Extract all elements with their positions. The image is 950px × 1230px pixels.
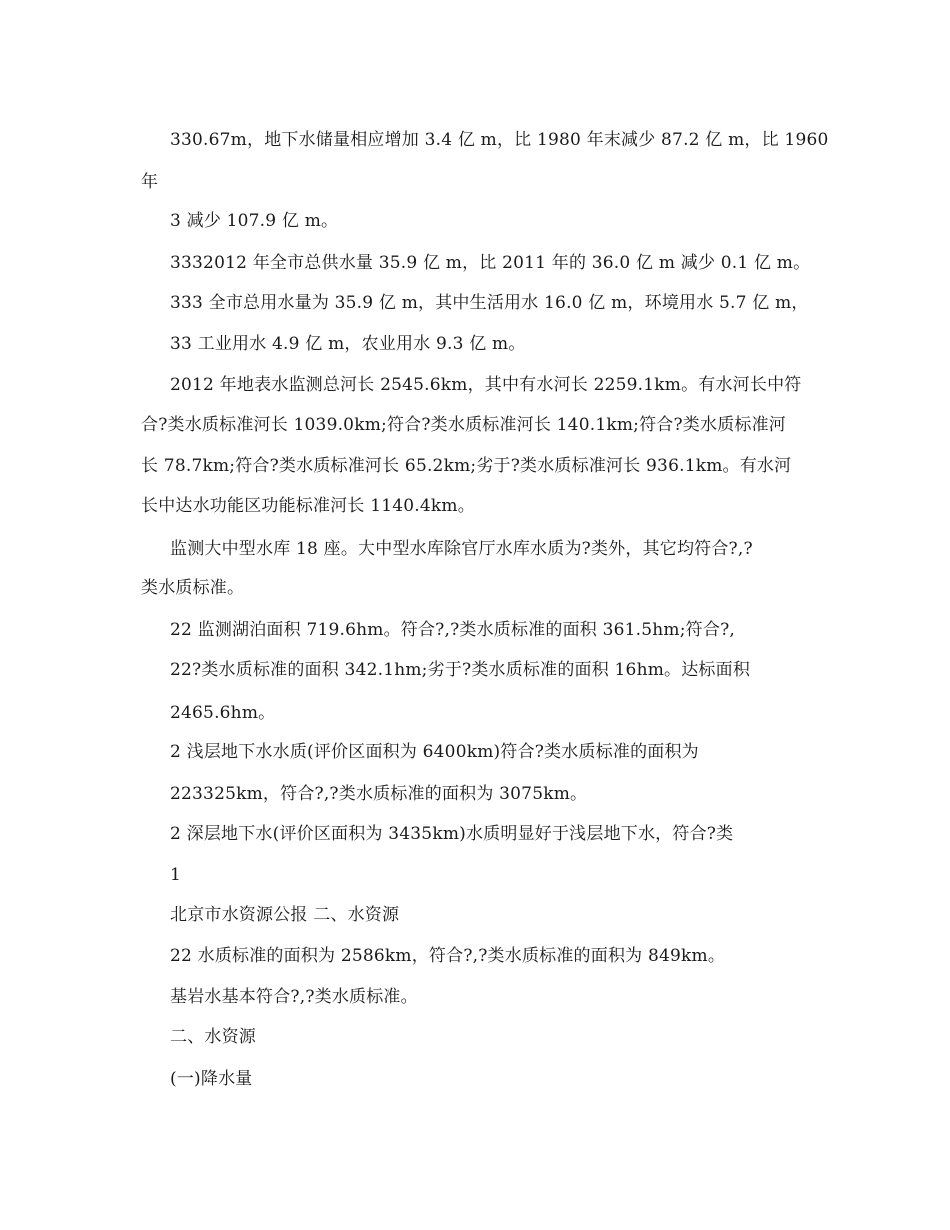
text-line: 330.67m，地下水储量相应增加 3.4 亿 m，比 1980 年末减少 87.2 亿 m，比 1960: [170, 130, 829, 150]
text-line: 33 工业用水 4.9 亿 m，农业用水 9.3 亿 m。: [170, 334, 526, 354]
text-line: 类水质标准。: [141, 578, 245, 598]
text-line: 3332012 年全市总供水量 35.9 亿 m，比 2011 年的 36.0 亿 m 减少 0.1 亿 m。: [170, 253, 811, 273]
text-line: 2465.6hm。: [170, 703, 276, 723]
text-line: 2 深层地下水(评价区面积为 3435km)水质明显好于浅层地下水，符合?类: [170, 824, 734, 844]
text-line: 年: [141, 172, 159, 192]
text-line: 22 水质标准的面积为 2586km，符合?,?类水质标准的面积为 849km。: [170, 946, 726, 966]
text-line: 223325km，符合?,?类水质标准的面积为 3075km。: [170, 784, 588, 804]
text-line: 333 全市总用水量为 35.9 亿 m，其中生活用水 16.0 亿 m，环境用水 5.7 亿 m，: [170, 293, 809, 313]
text-line: 长 78.7km;符合?类水质标准河长 65.2km;劣于?类水质标准河长 936.1km。有水河: [141, 456, 792, 476]
text-line: 2 浅层地下水水质(评价区面积为 6400km)符合?类水质标准的面积为: [170, 742, 699, 762]
subsection-heading: (一)降水量: [170, 1069, 253, 1089]
text-line: 2012 年地表水监测总河长 2545.6km，其中有水河长 2259.1km。有水河长中符: [170, 375, 802, 395]
text-line: 3 减少 107.9 亿 m。: [170, 211, 339, 231]
text-line: 22?类水质标准的面积 342.1hm;劣于?类水质标准的面积 16hm。达标面积: [170, 660, 751, 680]
text-line: 22 监测湖泊面积 719.6hm。符合?,?类水质标准的面积 361.5hm;符合?,: [170, 620, 735, 640]
running-header: 北京市水资源公报 二、水资源: [170, 905, 400, 925]
text-line: 监测大中型水库 18 座。大中型水库除官厅水库水质为?类外，其它均符合?,?: [170, 539, 753, 559]
text-line: 合?类水质标准河长 1039.0km;符合?类水质标准河长 140.1km;符合?类水质标准河: [141, 415, 786, 435]
text-line: 长中达水功能区功能标准河长 1140.4km。: [141, 496, 475, 516]
text-line: 基岩水基本符合?,?类水质标准。: [170, 987, 418, 1007]
section-heading: 二、水资源: [170, 1027, 256, 1047]
page-number: 1: [170, 865, 182, 885]
